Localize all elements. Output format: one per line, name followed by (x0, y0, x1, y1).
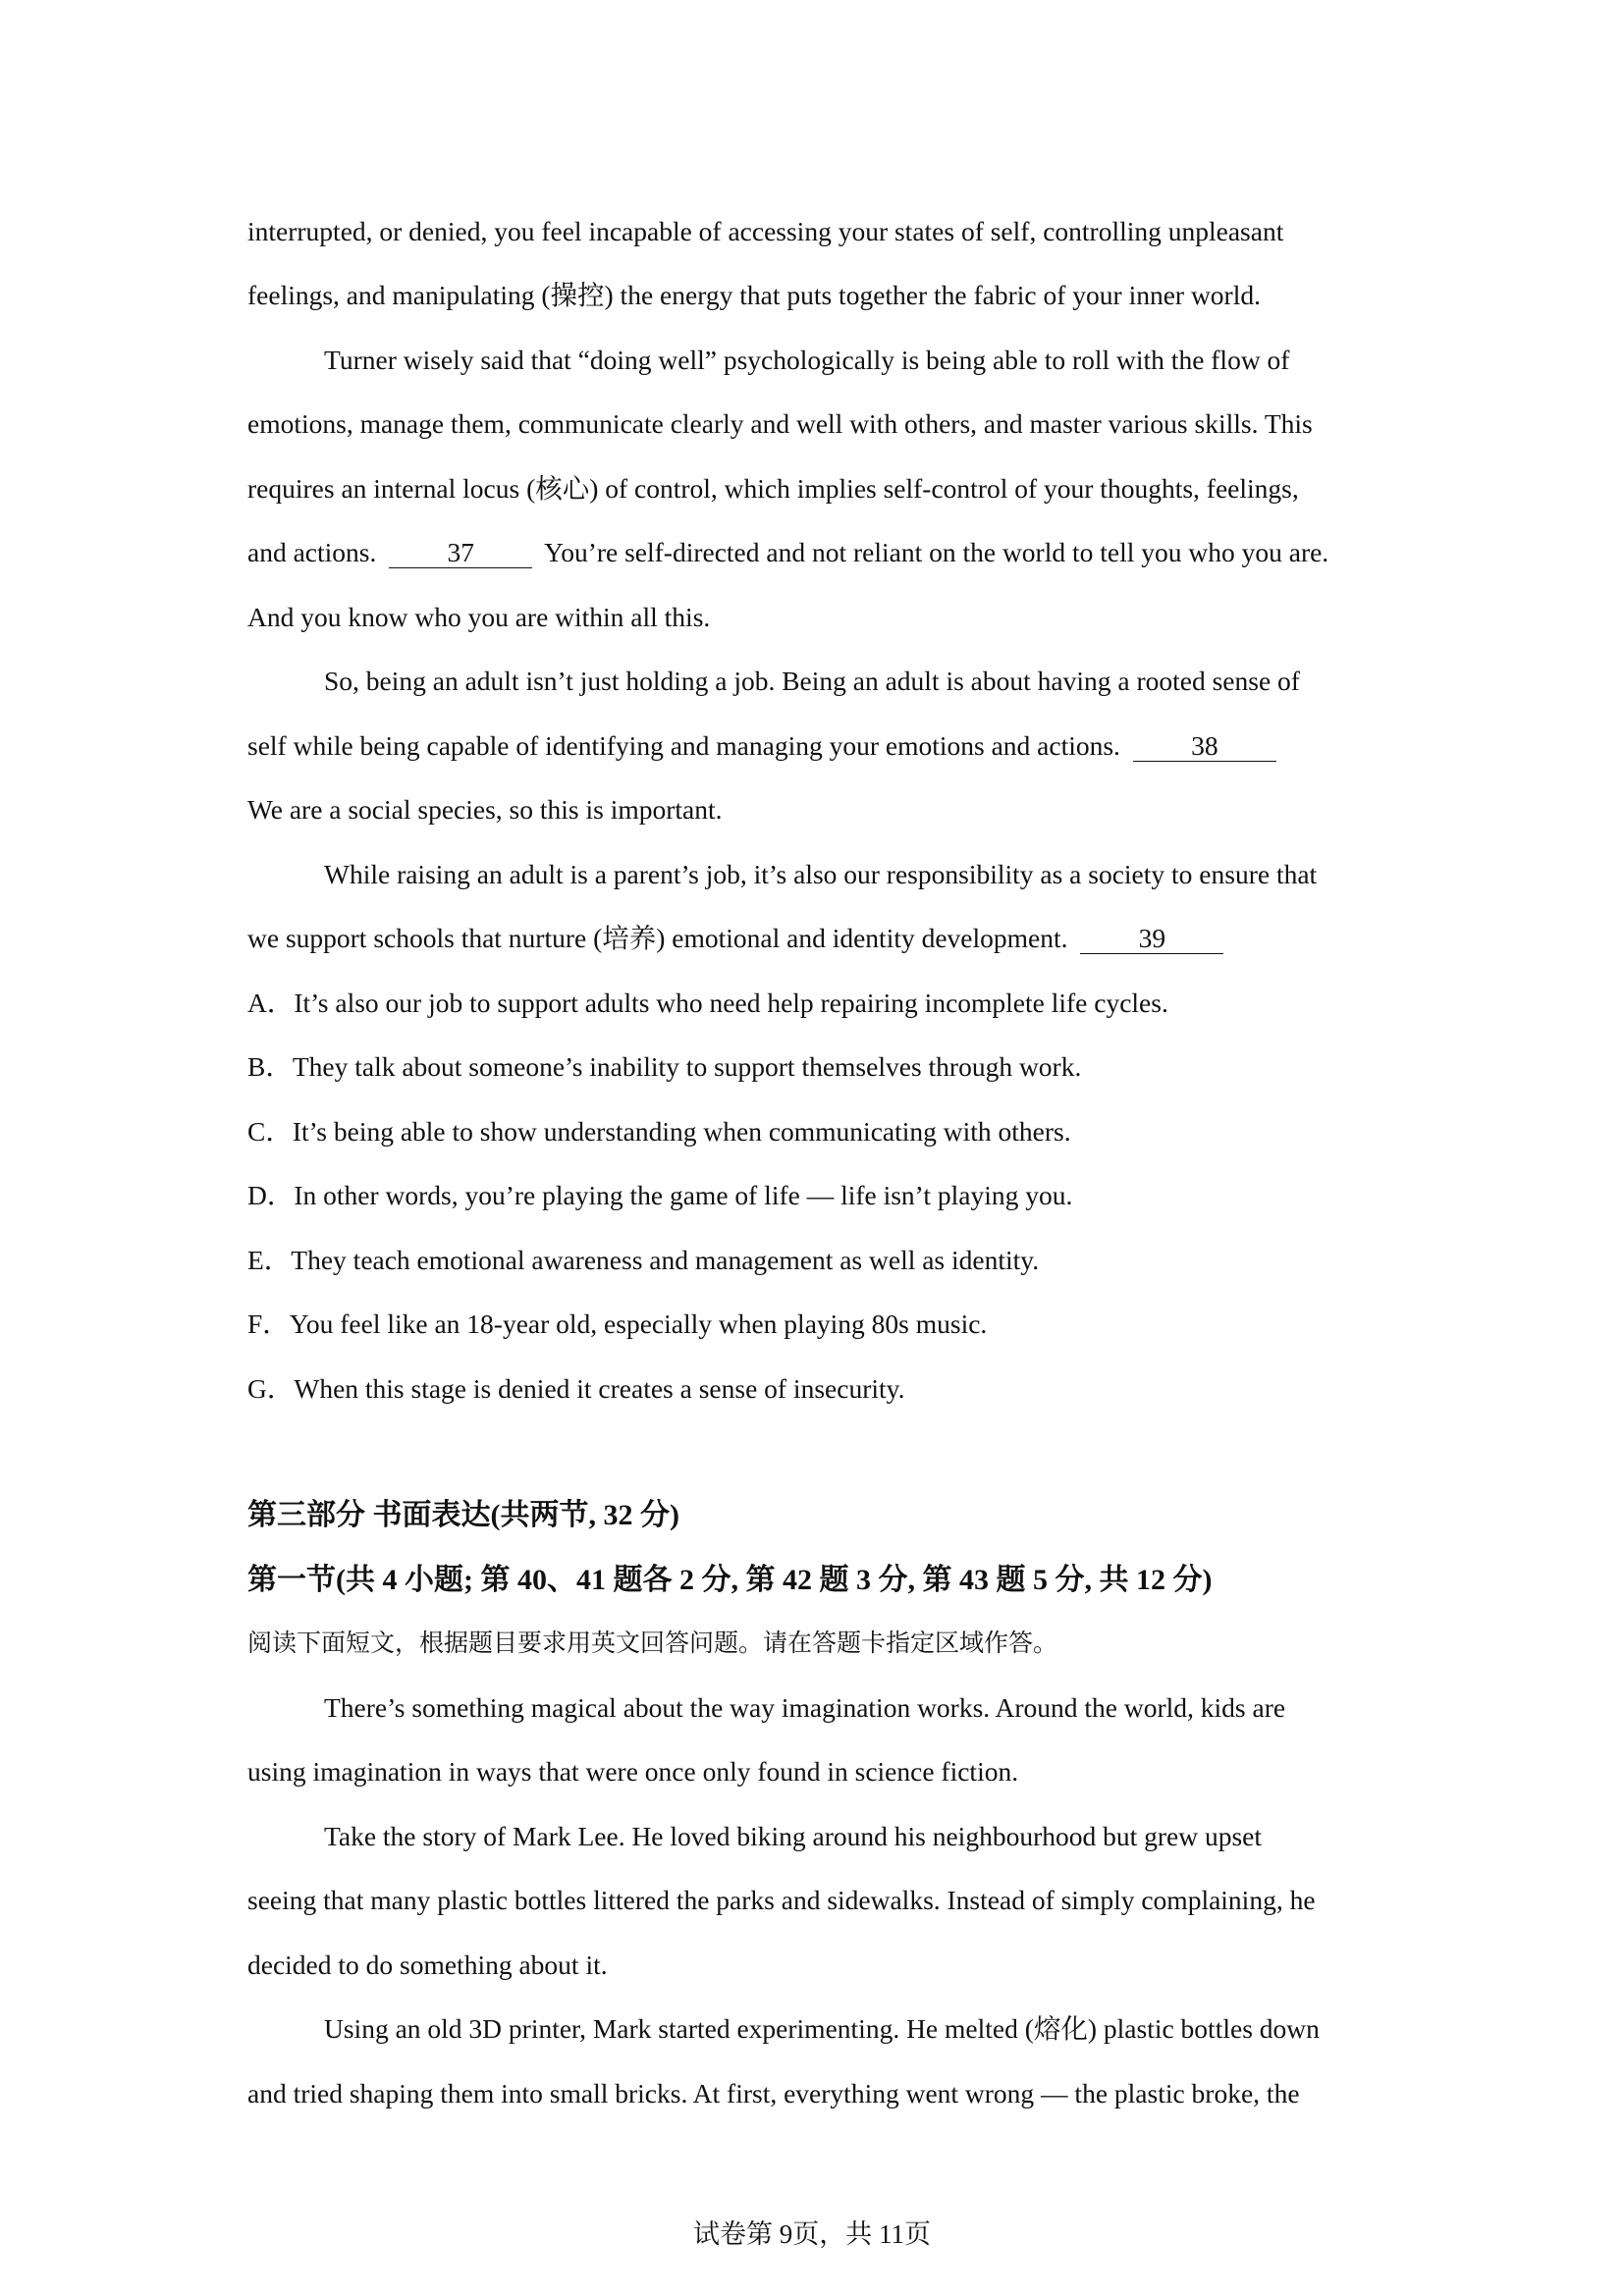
text-line: Turner wisely said that “doing well” psychologically is being able to roll with the flow of (324, 345, 1290, 375)
text-line: and tried shaping them into small bricks. At first, everything went wrong — the plastic broke, the (247, 2078, 1300, 2109)
text-line (247, 533, 1396, 572)
section-instruction: 阅读下面短文，根据题目要求用英文回答问题。请在答题卡指定区域作答。 (247, 1629, 1058, 1657)
text-line: using imagination in ways that were once only found in science fiction. (247, 1756, 1019, 1787)
text-segment: we support schools that nurture (培养) emotional and identity development. (247, 923, 1068, 953)
text-line: While raising an adult is a parent’s job, it’s also our responsibility as a society to ensure that (324, 859, 1318, 889)
section-title: 第三部分 书面表达(共两节, 32 分) (247, 1499, 679, 1531)
text-line: And you know who you are within all this. (247, 602, 711, 632)
text-line: interrupted, or denied, you feel incapable of accessing your states of self, controlling unpleasant (247, 216, 1284, 246)
option-b: B．They talk about someone’s inability to support themselves through work. (247, 1051, 1082, 1082)
answer-blank-39[interactable]: 39 (1080, 924, 1223, 954)
text-line: seeing that many plastic bottles littered the parks and sidewalks. Instead of simply complaining, he (247, 1885, 1316, 1915)
text-line: feelings, and manipulating (操控) the energy that puts together the fabric of your inner world. (247, 280, 1261, 310)
text-line (247, 919, 1396, 958)
text-line: emotions, manage them, communicate clearly and well with others, and master various skills. This (247, 408, 1313, 439)
answer-blank-38[interactable]: 38 (1133, 731, 1276, 762)
option-g: G．When this stage is denied it creates a sense of insecurity. (247, 1373, 905, 1404)
text-line: requires an internal locus (核心) of control, which implies self-control of your thoughts, feelings, (247, 473, 1299, 504)
text-segment: self while being capable of identifying and managing your emotions and actions. (247, 730, 1120, 761)
text-line: We are a social species, so this is important. (247, 794, 723, 825)
text-segment: You’re self-directed and not reliant on the world to tell you who you are. (544, 537, 1329, 567)
option-d: D．In other words, you’re playing the game of life — life isn’t playing you. (247, 1180, 1073, 1210)
text-line: decided to do something about it. (247, 1949, 608, 1980)
text-line: Using an old 3D printer, Mark started experimenting. He melted (熔化) plastic bottles down (324, 2013, 1320, 2044)
text-line: So, being an adult isn’t just holding a job. Being an adult is about having a rooted sense of (324, 666, 1300, 696)
option-c: C．It’s being able to show understanding when communicating with others. (247, 1116, 1071, 1147)
text-line (247, 726, 1396, 766)
page-footer: 试卷第 9页，共 11页 (693, 2219, 931, 2249)
option-f: F．You feel like an 18-year old, especially when playing 80s music. (247, 1308, 988, 1339)
text-line: There’s something magical about the way imagination works. Around the world, kids are (324, 1692, 1286, 1723)
text-segment: and actions. (247, 537, 377, 567)
section-subtitle: 第一节(共 4 小题; 第 40、41 题各 2 分, 第 42 题 3 分, 第 43 题 5 分, 共 12 分) (247, 1564, 1213, 1596)
answer-blank-37[interactable]: 37 (389, 538, 532, 568)
option-e: E．They teach emotional awareness and management as well as identity. (247, 1245, 1040, 1275)
text-line: Take the story of Mark Lee. He loved biking around his neighbourhood but grew upset (324, 1821, 1263, 1851)
option-a: A．It’s also our job to support adults who need help repairing incomplete life cycles. (247, 988, 1168, 1018)
